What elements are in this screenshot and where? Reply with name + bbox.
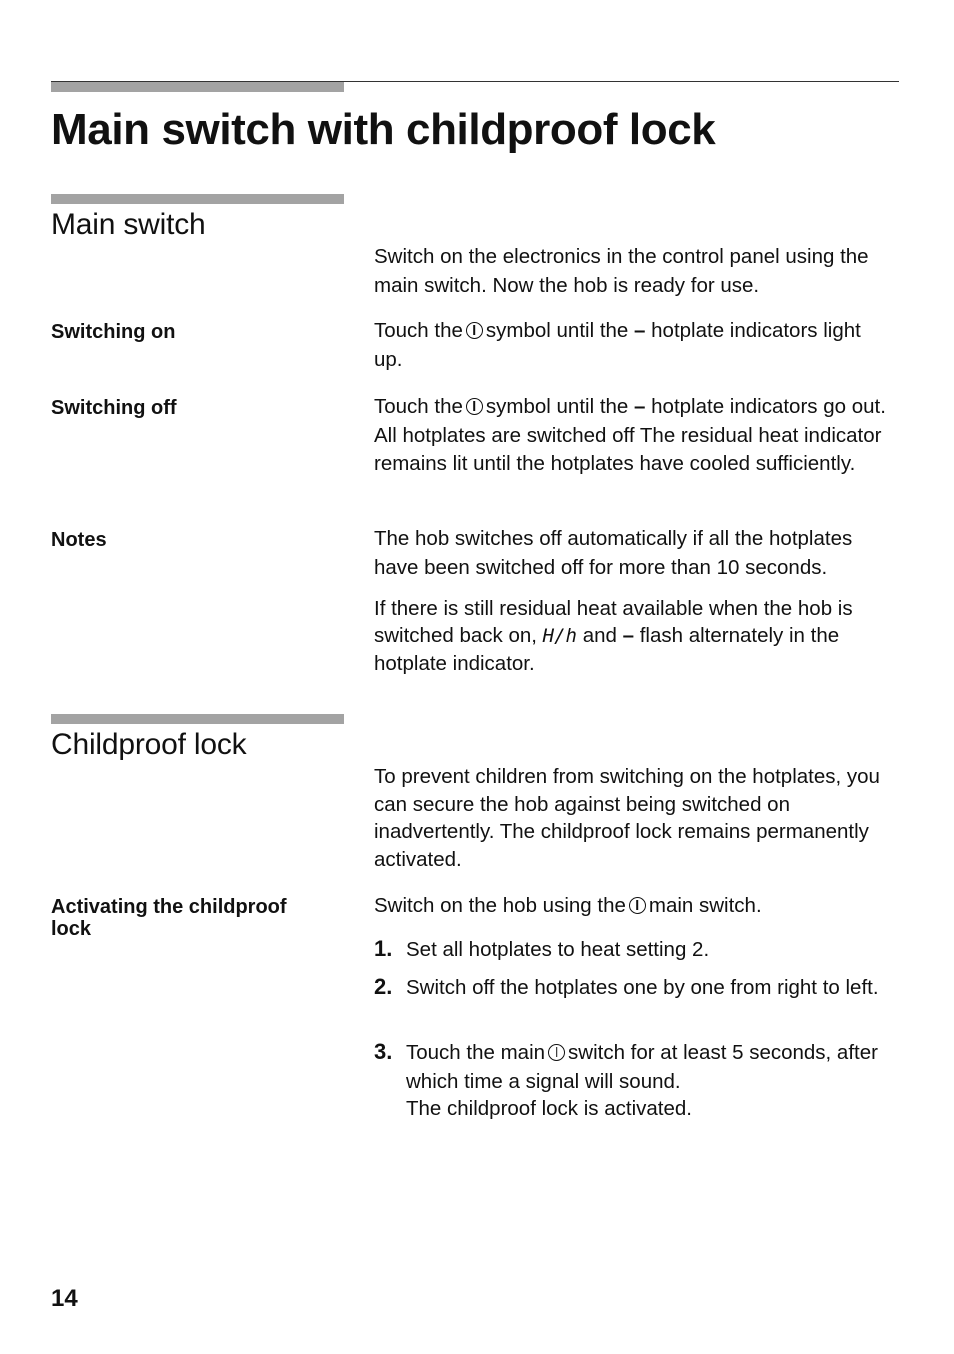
switching-on-pre: Touch the — [374, 319, 463, 342]
section-heading-childproof-lock: Childproof lock — [51, 728, 247, 761]
note-2-and: and — [582, 624, 617, 647]
switching-on-text — [374, 317, 894, 374]
step-3-post: switch for at least 5 seconds, after which time a signal will sound. — [406, 1041, 878, 1093]
page-title: Main switch with childproof lock — [51, 105, 716, 154]
step-number: 2. — [374, 974, 393, 999]
section-rule-childproof-lock — [51, 714, 344, 724]
activating-lead-post: main switch. — [648, 894, 762, 917]
step-number: 3. — [374, 1039, 393, 1064]
section-rule-main-switch — [51, 194, 344, 204]
title-rule-line — [51, 81, 899, 82]
switching-on-mid: symbol until the — [485, 319, 629, 342]
activating-label: Activating the childproof lock — [51, 896, 287, 940]
power-icon — [629, 897, 646, 914]
dash-indicator: – — [634, 395, 646, 418]
step-result: The childproof lock is activated. — [406, 1097, 692, 1120]
step-text — [406, 1039, 896, 1096]
page-number: 14 — [51, 1285, 78, 1312]
switching-off-mid: symbol until the — [485, 395, 629, 418]
power-icon — [466, 398, 483, 415]
note-2-post: flash alternately in the hotplate indicator. — [374, 624, 840, 675]
title-rule-bar — [51, 82, 344, 92]
main-switch-intro: Switch on the electronics in the control panel using the main switch. Now the hob is ready for use. — [374, 245, 869, 297]
switching-off-text — [374, 393, 896, 479]
step-number: 1. — [374, 936, 393, 961]
switching-off-label: Switching off — [51, 397, 177, 419]
activating-lead — [374, 892, 894, 921]
note-1: The hob switches off automatically if all the hotplates have been switched off for more than 10 seconds. — [374, 527, 853, 579]
switching-on-post: hotplate indicators light up. — [374, 319, 861, 371]
dash-indicator: – — [622, 624, 635, 647]
switching-off-pre: Touch the — [374, 395, 463, 418]
step-text: Switch off the hotplates one by one from right to left. — [406, 976, 879, 999]
activating-lead-pre: Switch on the hob using the — [374, 894, 626, 917]
switching-off-post: hotplate indicators go out. All hotplates are switched off The residual heat indicator remains lit until the hotplates have cooled sufficiently. — [374, 395, 886, 475]
note-2-pre: If there is still residual heat available when the hob is switched back on, — [374, 597, 853, 647]
step-text: Set all hotplates to heat setting 2. — [406, 938, 710, 961]
switching-on-label: Switching on — [51, 321, 176, 343]
note-2 — [374, 595, 894, 677]
residual-heat-symbol: H/h — [542, 625, 577, 647]
power-icon — [548, 1044, 565, 1061]
power-icon — [466, 322, 483, 339]
notes-label: Notes — [51, 529, 107, 551]
childproof-lock-intro: To prevent children from switching on the hotplates, you can secure the hob against being switched on inadvertently. The childproof lock remains permanently activated. — [374, 765, 880, 871]
section-heading-main-switch: Main switch — [51, 208, 206, 241]
step-3-pre: Touch the main — [406, 1041, 546, 1064]
dash-indicator: – — [634, 319, 646, 342]
